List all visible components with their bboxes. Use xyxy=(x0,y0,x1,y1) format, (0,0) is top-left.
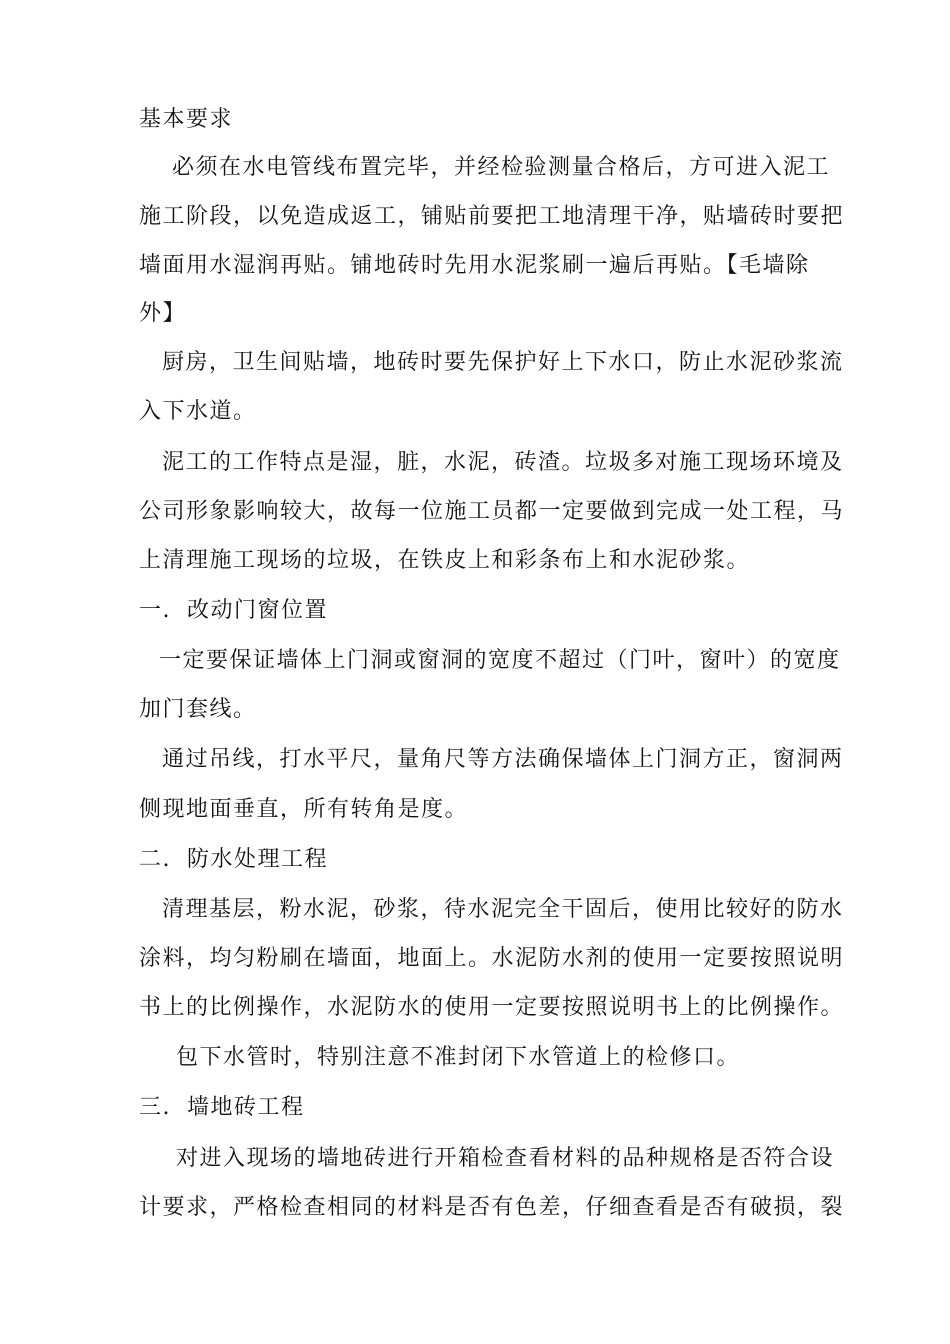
paragraph-line: 书上的比例操作，水泥防水的使用一定要按照说明书上的比例操作。 xyxy=(139,995,845,1020)
paragraph-line: 墙面用水湿润再贴。铺地砖时先用水泥浆刷一遍后再贴。【毛墙除 xyxy=(139,253,810,278)
heading-text: 改动门窗位置 xyxy=(187,598,329,623)
paragraph-line: 涂料，均匀粉刷在墙面，地面上。水泥防水剂的使用一定要按照说明 xyxy=(139,946,845,971)
heading-number: 三. xyxy=(139,1095,171,1120)
paragraph-line: 侧现地面垂直，所有转角是度。 xyxy=(139,797,469,822)
paragraph-line: 一定要保证墙体上门洞或窗洞的宽度不超过（门叶，窗叶）的宽度 xyxy=(159,648,841,673)
paragraph-line: 清理基层，粉水泥，砂浆，待水泥完全干固后，使用比较好的防水 xyxy=(162,897,844,922)
paragraph-line: 入下水道。 xyxy=(139,399,257,424)
paragraph-line: 公司形象影响较大，故每一位施工员都一定要做到完成一处工程，马 xyxy=(139,499,845,524)
heading-number: 二. xyxy=(139,847,171,872)
heading-text: 防水处理工程 xyxy=(187,847,329,872)
paragraph-line: 厨房，卫生间贴墙，地砖时要先保护好上下水口，防止水泥砂浆流 xyxy=(162,350,844,375)
paragraph-line: 包下水管时，特别注意不准封闭下水管道上的检修口。 xyxy=(176,1045,741,1070)
section-heading-2 xyxy=(139,845,328,875)
section-heading-1 xyxy=(139,596,328,626)
paragraph-line: 上清理施工现场的垃圾，在铁皮上和彩条布上和水泥砂浆。 xyxy=(139,548,751,573)
paragraph-line: 必须在水电管线布置完毕，并经检验测量合格后，方可进入泥工 xyxy=(172,155,831,180)
heading-text: 墙地砖工程 xyxy=(187,1095,305,1120)
paragraph-line: 对进入现场的墙地砖进行开箱检查看材料的品种规格是否符合设 xyxy=(176,1146,835,1171)
paragraph-line: 施工阶段，以免造成返工，铺贴前要把工地清理干净，贴墙砖时要把 xyxy=(139,204,845,229)
heading-number: 一. xyxy=(139,598,171,623)
section-title: 基本要求 xyxy=(139,107,234,132)
paragraph-line: 泥工的工作特点是湿，脏，水泥，砖渣。垃圾多对施工现场环境及 xyxy=(162,450,844,475)
section-heading-3 xyxy=(139,1093,305,1123)
paragraph-line: 计要求，严格检查相同的材料是否有色差，仔细查看是否有破损，裂 xyxy=(139,1195,845,1220)
paragraph-line: 通过吊线，打水平尺，量角尺等方法确保墙体上门洞方正，窗洞两 xyxy=(162,747,844,772)
paragraph-line: 加门套线。 xyxy=(139,697,257,722)
paragraph-line: 外】 xyxy=(139,301,187,326)
